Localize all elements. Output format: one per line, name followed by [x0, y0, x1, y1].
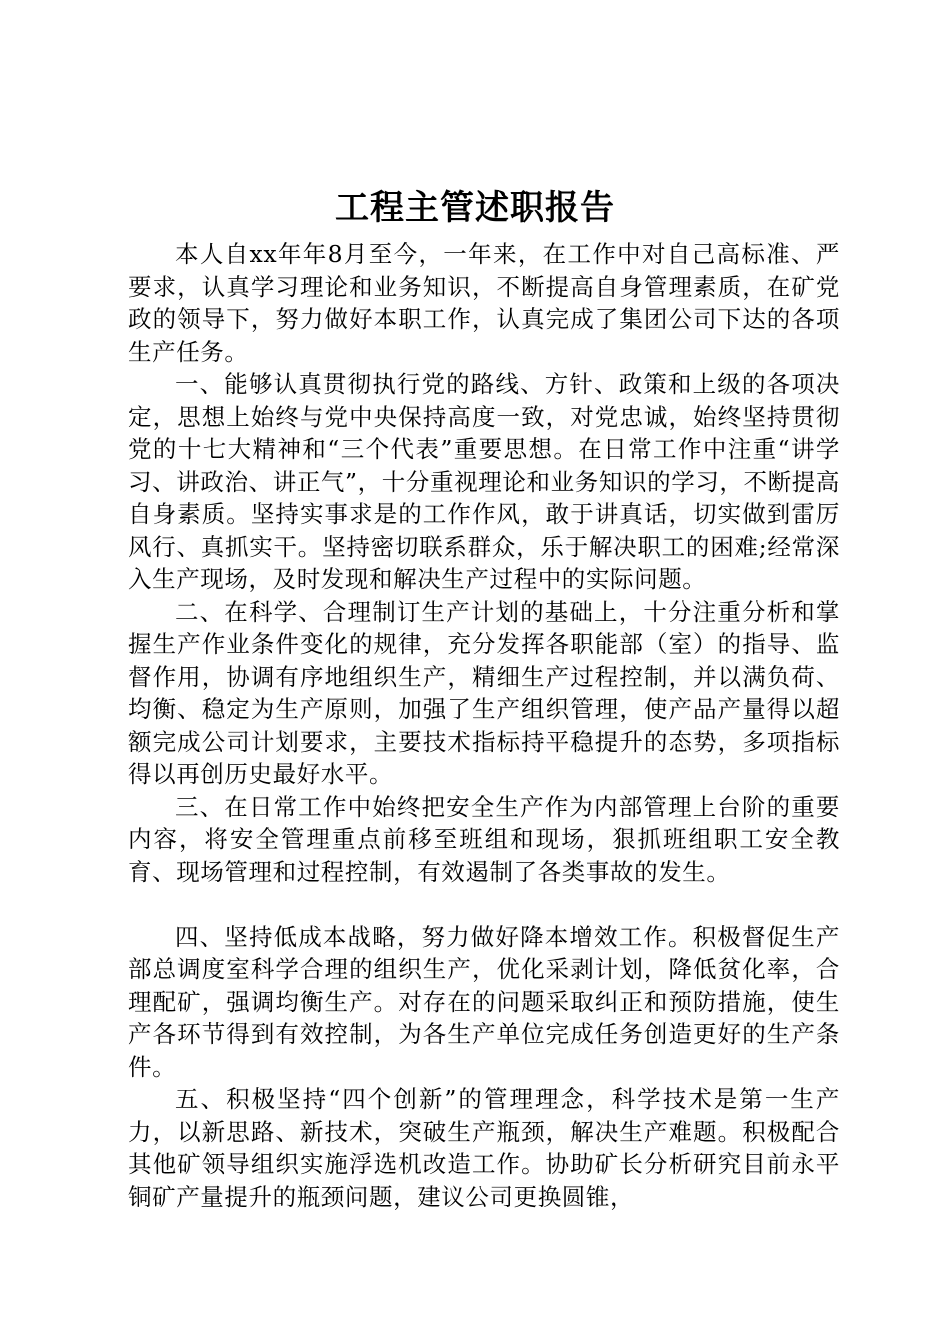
- paragraph-1: 一、能够认真贯彻执行党的路线、方针、政策和上级的各项决定，思想上始终与党中央保持高度一致，对党忠诚，始终坚持贯彻党的十七大精神和“三个代表”重要思想。在日常工作中注重“讲学习、讲政治、讲正气”，十分重视理论和业务知识的学习，不断提高自身素质。坚持实事求是的工作作风，敢于讲真话，切实做到雷厉风行、真抓实干。坚持密切联系群众，乐于解决职工的困难;经常深入生产现场，及时发现和解决生产过程中的实际问题。: [128, 370, 840, 593]
- paragraph-2: 二、在科学、合理制订生产计划的基础上，十分注重分析和掌握生产作业条件变化的规律，充分发挥各职能部（室）的指导、监督作用，协调有序地组织生产，精细生产过程控制，并以满负荷、均衡、稳定为生产原则，加强了生产组织管理，使产品产量得以超额完成公司计划要求，主要技术指标持平稳提升的态势，多项指标得以再创历史最好水平。: [128, 597, 840, 788]
- paragraph-5: 五、积极坚持“四个创新”的管理理念，科学技术是第一生产力，以新思路、新技术，突破生产瓶颈，解决生产难题。积极配合其他矿领导组织实施浮选机改造工作。协助矿长分析研究目前永平铜矿产量提升的瓶颈问题，建议公司更换圆锥，: [128, 1085, 840, 1211]
- paragraph-4: 四、坚持低成本战略，努力做好降本增效工作。积极督促生产部总调度室科学合理的组织生产，优化采剥计划，降低贫化率，合理配矿，强调均衡生产。对存在的问题采取纠正和预防措施，使生产各环节得到有效控制，为各生产单位完成任务创造更好的生产条件。: [128, 922, 840, 1081]
- document-title: 工程主管述职报告: [335, 188, 615, 228]
- document-body: [128, 238, 840, 1213]
- paragraph-3: 三、在日常工作中始终把安全生产作为内部管理上台阶的重要内容，将安全管理重点前移至班组和现场，狠抓班组职工安全教育、现场管理和过程控制，有效遏制了各类事故的发生。: [128, 792, 840, 886]
- paragraph-intro: 本人自xx年年8月至今，一年来，在工作中对自己高标准、严要求，认真学习理论和业务知识，不断提高自身管理素质，在矿党政的领导下，努力做好本职工作，认真完成了集团公司下达的各项生产任务。: [128, 240, 840, 366]
